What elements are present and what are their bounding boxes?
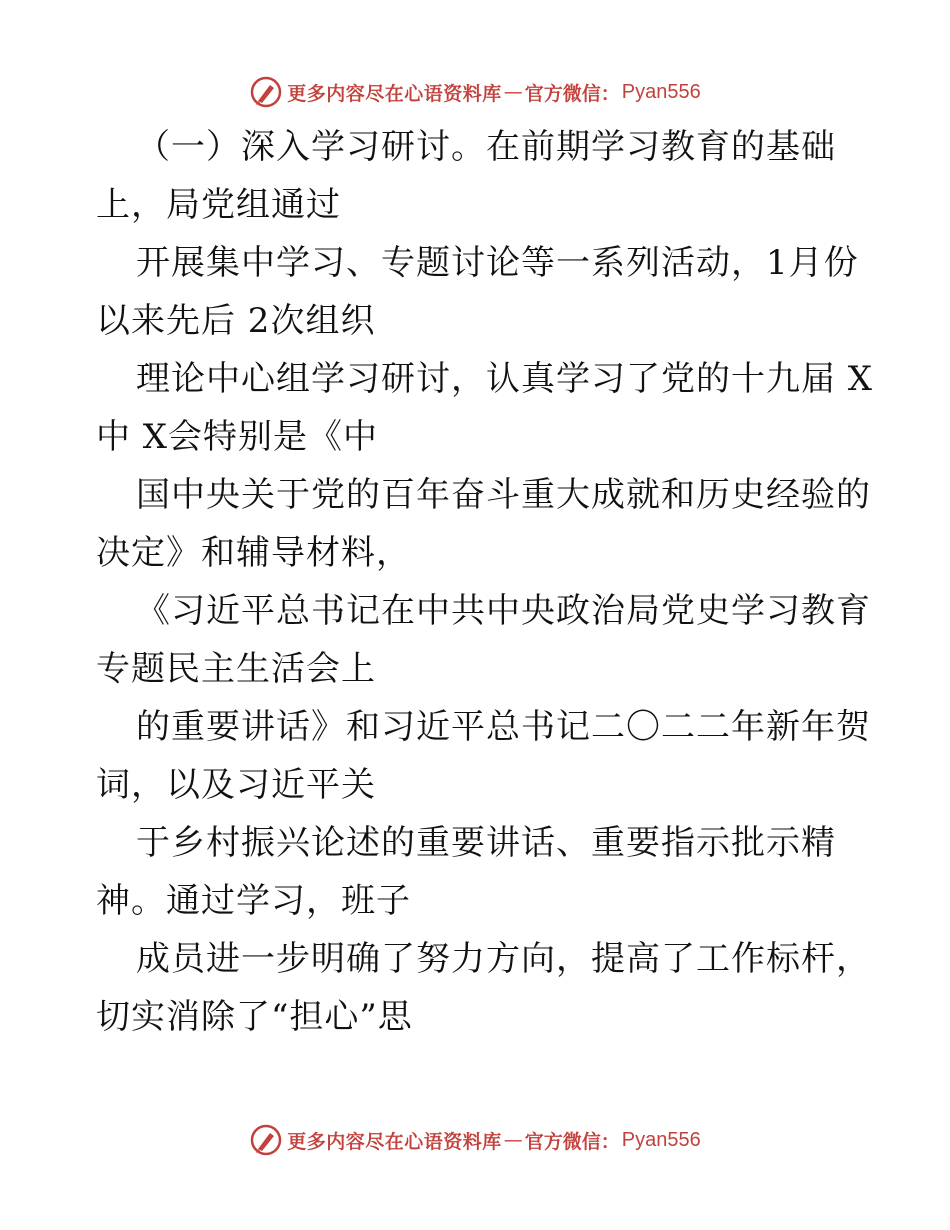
banner-wechat-handle: Pyan556 bbox=[621, 1128, 701, 1151]
body-line: 中 X会特别是《中 bbox=[96, 417, 379, 457]
body-line: 国中央关于党的百年奋斗重大成就和历史经验的 bbox=[136, 475, 871, 515]
footer-banner bbox=[0, 1120, 950, 1160]
body-line: 切实消除了“担心”思 bbox=[96, 997, 413, 1037]
banner-official-label: 官方微信： bbox=[524, 82, 620, 105]
banner-dash: — bbox=[503, 1129, 523, 1151]
body-line: 开展集中学习、专题讨论等一系列活动，1月份 bbox=[136, 243, 859, 283]
body-line: 决定》和辅导材料， bbox=[96, 533, 411, 573]
body-line: 成员进一步明确了努力方向，提高了工作标杆， bbox=[136, 939, 871, 979]
body-line: 上，局党组通过 bbox=[96, 185, 341, 225]
body-line: 词，以及习近平关 bbox=[96, 765, 376, 805]
pen-logo-icon bbox=[249, 1123, 283, 1157]
banner-dash: — bbox=[503, 81, 523, 103]
body-line: 神。通过学习，班子 bbox=[96, 881, 411, 921]
document-body bbox=[96, 118, 874, 1046]
body-line: 的重要讲话》和习近平总书记二〇二二年新年贺 bbox=[136, 707, 871, 747]
body-line: 于乡村振兴论述的重要讲话、重要指示批示精 bbox=[136, 823, 836, 863]
header-banner bbox=[0, 72, 950, 112]
pen-logo-icon bbox=[249, 75, 283, 109]
body-line: 专题民主生活会上 bbox=[96, 649, 376, 689]
body-line: 理论中心组学习研讨，认真学习了党的十九届 X bbox=[136, 359, 874, 399]
banner-brand: 更多内容尽在心语资料库 bbox=[287, 1130, 502, 1153]
banner-official-label: 官方微信： bbox=[524, 1130, 620, 1153]
body-line: 《习近平总书记在中共中央政治局党史学习教育 bbox=[136, 591, 871, 631]
body-line: 以来先后 2次组织 bbox=[96, 301, 376, 341]
banner-brand: 更多内容尽在心语资料库 bbox=[287, 82, 502, 105]
banner-wechat-handle: Pyan556 bbox=[621, 80, 701, 103]
body-line: （一）深入学习研讨。在前期学习教育的基础 bbox=[136, 127, 836, 167]
